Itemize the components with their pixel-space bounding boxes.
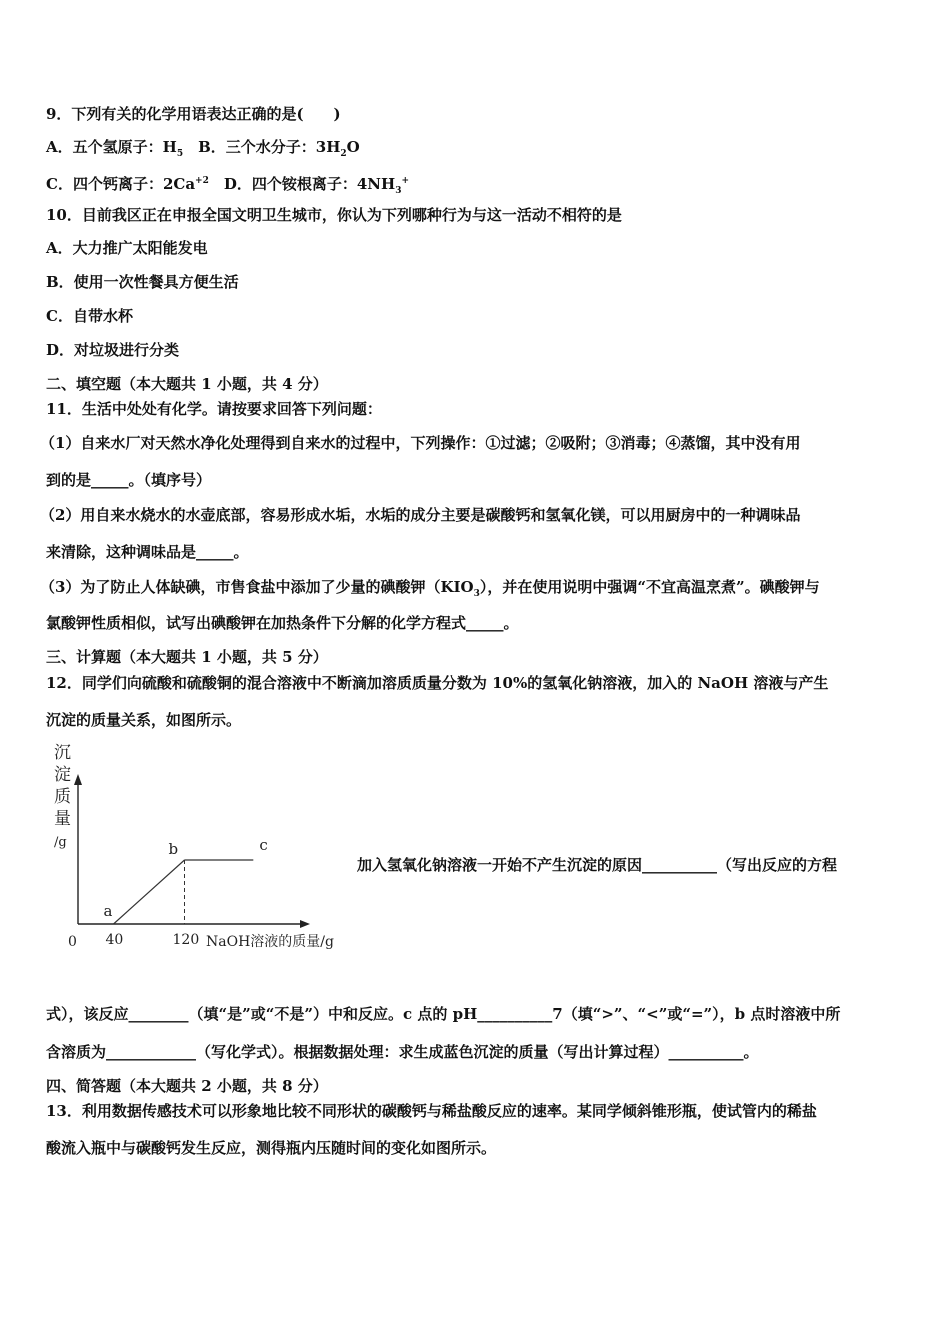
y-axis-label-char: 淀 (54, 765, 71, 785)
precipitate-chart (40, 740, 360, 965)
tick-label-120: 120 (172, 932, 200, 948)
q9-option-a: A．五个氢原子：$H_5$ (46, 138, 184, 159)
q10-option-c: C．自带水杯 (46, 307, 133, 325)
section-3-heading: 三、计算题（本大题共 1 小题，共 5 分） (46, 648, 328, 666)
q12-line1: 12．同学们向硫酸和硫酸铜的混合溶液中不断滴加溶质质量分数为 10%的氢氧化钠溶液，加入的 NaOH 溶液与产生 (46, 674, 829, 692)
tick-label-40: 40 (105, 932, 124, 948)
y-axis-label-char: /g (54, 835, 67, 850)
q11-part3-line1: （3）为了防止人体缺碘，市售食盐中添加了少量的碘酸钾$(KIO_3)$，并在使用说明中强调“不宜高温烹煮”。碘酸钾与 (40, 578, 820, 599)
q11-part1-line1: （1）自来水厂对天然水净化处理得到自来水的过程中，下列操作：①过滤；②吸附；③消毒；④蒸馏，其中没有用 (40, 434, 801, 452)
x-axis-arrow (300, 920, 310, 928)
q12-line3: 式），该反应________（填“是”或“不是”）中和反应。c 点的 pH__________7（填“>”、“<”或“=”），b 点时溶液中所 (46, 1005, 841, 1023)
point-label-a: a (103, 902, 113, 920)
section-4-heading: 四、简答题（本大题共 2 小题，共 8 分） (46, 1077, 328, 1095)
q12-side-text: 加入氢氧化钠溶液一开始不产生沉淀的原因__________（写出反应的方程 (357, 856, 838, 874)
q11-part1-line2: 到的是_____。（填序号） (46, 471, 212, 489)
q9-options-cd (46, 171, 409, 201)
q9-stem: 9．下列有关的化学用语表达正确的是( ) (46, 105, 341, 123)
q13-line1: 13．利用数据传感技术可以形象地比较不同形状的碳酸钙与稀盐酸反应的速率。某同学倾斜锥形瓶，使试管内的稀盐 (46, 1102, 817, 1120)
q13-line2: 酸流入瓶中与碳酸钙发生反应，测得瓶内压随时间的变化如图所示。 (46, 1139, 497, 1157)
q11-part3-line2: 氯酸钾性质相似，试写出碘酸钾在加热条件下分解的化学方程式_____。 (46, 614, 519, 632)
x-axis-label: NaOH溶液的质量/g (206, 934, 334, 950)
q10-option-d: D．对垃圾进行分类 (46, 341, 180, 359)
q11-part2-line2: 来清除，这种调味品是_____。 (46, 543, 249, 561)
section-2-heading: 二、填空题（本大题共 1 小题，共 4 分） (46, 375, 328, 393)
q10-option-a: A．大力推广太阳能发电 (46, 239, 208, 257)
y-axis-label-char: 量 (54, 809, 71, 829)
y-axis-label-char: 沉 (54, 743, 71, 763)
q9-option-c: C．四个钙离子：$2Ca^{+2}$ (46, 175, 209, 193)
point-label-c: c (259, 836, 268, 854)
y-axis-label-char: 质 (54, 787, 71, 807)
series-line-rise (114, 860, 185, 924)
y-axis-arrow (74, 774, 82, 785)
q9-option-d: D．四个铵根离子：$4NH_3^+$ (208, 175, 410, 196)
q9-option-b: B．三个水分子：$3H_2O$ (183, 138, 360, 159)
point-label-b: b (168, 840, 179, 858)
q12-line2: 沉淀的质量关系，如图所示。 (46, 711, 242, 729)
q10-stem: 10．目前我区正在申报全国文明卫生城市，你认为下列哪种行为与这一活动不相符的是 (46, 206, 622, 224)
q11-stem: 11．生活中处处有化学。请按要求回答下列问题： (46, 400, 382, 418)
origin-label: 0 (68, 934, 77, 950)
q9-options-ab (46, 137, 360, 164)
q12-line4: 含溶质为____________（写化学式）。根据数据处理：求生成蓝色沉淀的质量（写出计算过程）__________。 (46, 1043, 759, 1061)
q11-part2-line1: （2）用自来水烧水的水壶底部，容易形成水垢，水垢的成分主要是碳酸钙和氢氧化镁，可以用厨房中的一种调味品 (40, 506, 801, 524)
q10-option-b: B．使用一次性餐具方便生活 (46, 273, 239, 291)
